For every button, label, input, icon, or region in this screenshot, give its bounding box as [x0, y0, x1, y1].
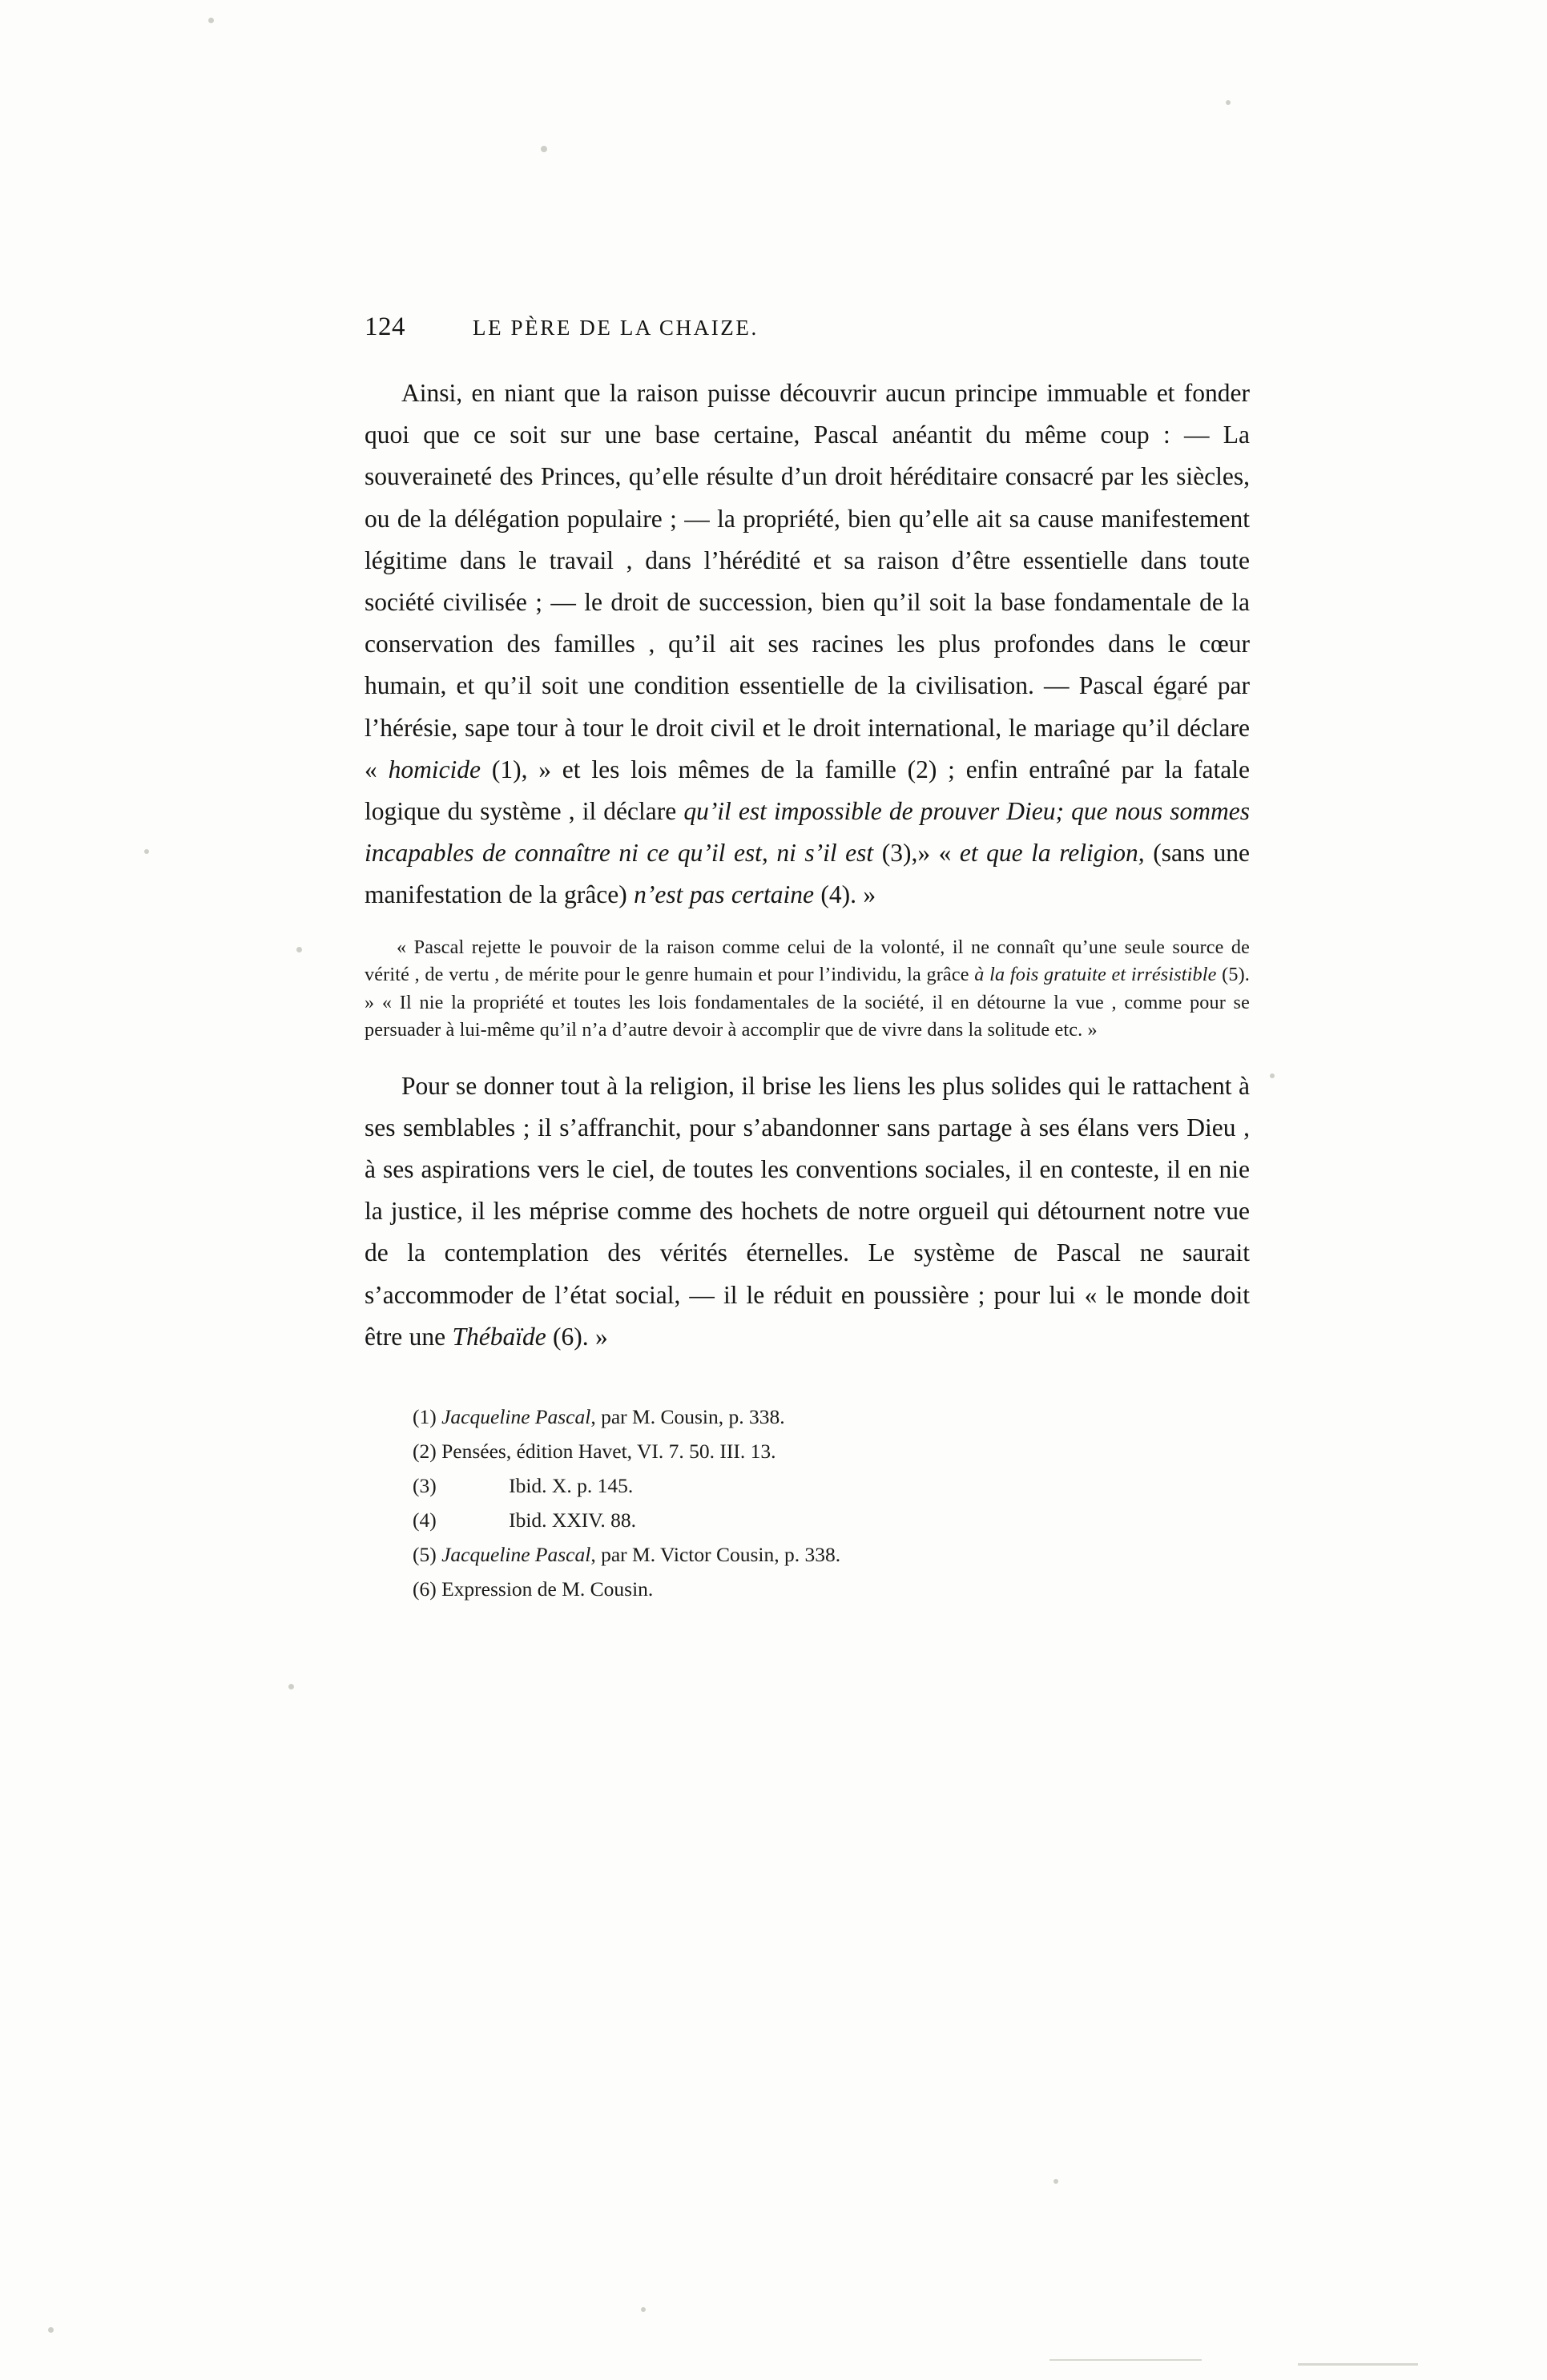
italic-run: homicide	[388, 755, 481, 783]
scan-speck	[208, 18, 214, 23]
text-run: (3),» «	[873, 839, 960, 868]
paragraph-2	[365, 1065, 1250, 1358]
text-run: Ainsi, en niant que la raison puisse découvrir aucun principe immuable et fonder quoi que ce soit sur une base certaine, Pascal anéantit du même coup : — La souveraineté des Princes, qu’elle résulte d’un droit héréditaire consacré par les siècles, ou de la délégation populaire ; — la propriété, bien qu’elle ait sa cause manifestement légitime dans le travail , dans l’hérédité et sa raison d’être essentielle dans toute société civilisée ; — le droit de succession, bien qu’il soit la base fondamentale de la conservation des familles , qu’il ait ses racines les plus profondes dans le cœur humain, et qu’il soit une condition essentielle de la civilisation. — Pascal égaré par l’hérésie, sape tour à tour le droit civil et le droit international, le mariage qu’il déclare «	[365, 379, 1250, 783]
text-run: (4). »	[814, 880, 876, 909]
text-run: Ibid. X. p. 145.	[509, 1474, 634, 1498]
italic-run: n’est pas certaine	[634, 880, 815, 909]
footnote-marker: (4)	[413, 1508, 442, 1532]
footnote-marker: (3)	[413, 1474, 442, 1498]
page-content	[365, 312, 1250, 1606]
scan-edge-mark	[1049, 2359, 1202, 2361]
footnote-marker: (1)	[413, 1405, 442, 1429]
scan-speck	[48, 2327, 54, 2333]
italic-run: Jacqueline Pascal	[441, 1543, 591, 1567]
quotation-block	[365, 934, 1250, 1045]
text-run: (sans une manifestation de la grâce)	[365, 839, 1250, 909]
footnote-list	[365, 1399, 1250, 1606]
footnote-item	[413, 1537, 1250, 1572]
scan-speck	[144, 849, 149, 854]
paragraph-1	[365, 373, 1250, 916]
scan-speck	[541, 146, 547, 152]
scan-edge-mark	[1298, 2363, 1418, 2366]
scan-speck	[288, 1684, 294, 1689]
text-run: Expression de M. Cousin.	[441, 1577, 654, 1601]
text-run: Pour se donner tout à la religion, il brise les liens les plus solides qui le rattachent à ses semblables ; il s’affranchit, pour s’abandonner sans partage à ses élans vers Dieu , à ses aspirations vers le ciel, de toutes les conventions sociales, il en conteste, il en nie la justice, il les méprise comme des hochets de notre orgueil qui détournent notre vue de la contemplation des vérités éternelles. Le système de Pascal ne saurait s’accommoder de l’état social, — il le réduit en poussière ; pour lui « le monde doit être une	[365, 1071, 1250, 1351]
italic-run: à la fois gratuite et irrésistible	[974, 964, 1217, 986]
text-run: , par M. Victor Cousin, p. 338.	[590, 1543, 841, 1567]
italic-run: Jacqueline Pascal	[441, 1405, 591, 1429]
text-run: Ibid. XXIV. 88.	[509, 1508, 637, 1532]
page-number: 124	[365, 312, 405, 341]
footnote-marker: (2)	[413, 1440, 442, 1464]
text-run: (1), » et les lois mêmes de la famille (2) ; enfin entraîné par la fatale logique du système , il déclare	[365, 755, 1250, 826]
scan-speck	[1226, 100, 1231, 105]
italic-run: et que la religion,	[959, 839, 1145, 868]
italic-run: Thébaïde	[452, 1322, 546, 1351]
scan-speck	[296, 947, 302, 952]
footnote-marker: (6)	[413, 1577, 442, 1601]
scan-speck	[641, 2307, 646, 2312]
text-run: (5). » « Il nie la propriété et toutes les lois fondamentales de la société, il en détourne la vue , comme pour se persuader à lui-même qu’il n’a d’autre devoir à accomplir que de vivre dans la solitude etc. »	[365, 964, 1250, 1041]
footnote-item	[413, 1399, 1250, 1434]
footnote-item	[413, 1434, 1250, 1468]
scan-speck	[1270, 1073, 1275, 1078]
running-head	[365, 312, 1250, 342]
text-run: , par M. Cousin, p. 338.	[590, 1405, 785, 1429]
text-run: « Pascal rejette le pouvoir de la raison comme celui de la volonté, il ne connaît qu’une seule source de vérité , de vertu , de mérite pour le genre humain et pour l’individu, la grâce	[365, 936, 1250, 986]
footnote-item	[413, 1468, 1250, 1503]
scan-speck	[1053, 2179, 1058, 2184]
footnote-marker: (5)	[413, 1543, 442, 1567]
text-run: (6). »	[546, 1322, 608, 1351]
running-title: LE PÈRE DE LA CHAIZE.	[473, 316, 759, 340]
italic-run: qu’il est impossible de prouver Dieu; que nous sommes incapables de connaître ni ce qu’il est, ni s’il est	[365, 797, 1251, 868]
footnote-item	[413, 1572, 1250, 1606]
footnote-item	[413, 1503, 1250, 1537]
text-run: Pensées, édition Havet, VI. 7. 50. III. 13.	[441, 1440, 776, 1464]
